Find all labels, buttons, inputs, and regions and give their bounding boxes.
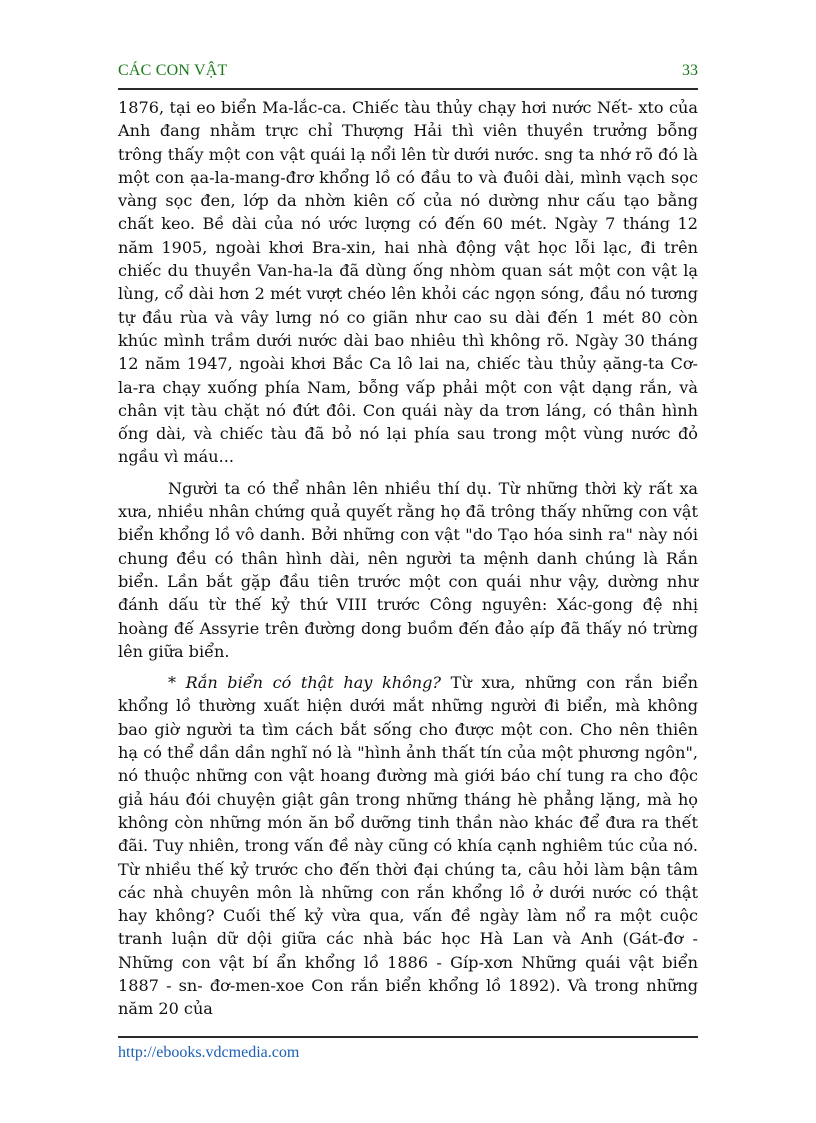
body-text (118, 96, 698, 1029)
page-number: 33 (682, 62, 698, 79)
page-header (118, 58, 698, 86)
paragraph-3-text: Từ xưa, những con rắn biển khổng lồ thường xuất hiện dưới mắt những người đi biển, mà không bao giờ người ta tìm cách bắt sống cho được một con. Cho nên thiên hạ có thể dần dần nghĩ nó là "hình ảnh thất tín của một phương ngôn", nó thuộc những con vật hoang đường mà giới báo chí tung ra cho độc giả háu đói chuyện giật gân trong những tháng hè phẳng lặng, mà họ không còn những món ăn bổ dưỡng tinh thần nào khác để đưa ra thết đãi. Tuy nhiên, trong vấn đề này cũng có khía cạnh nghiêm túc của nó. Từ nhiều thế kỷ trước cho đến thời đại chúng ta, câu hỏi làm bận tâm các nhà chuyên môn là những con rắn khổng lồ ở dưới nước có thật hay không? Cuối thế kỷ vừa qua, vấn đề ngày làm nổ ra một cuộc tranh luận dữ dội giữa các nhà bác học Hà Lan và Anh (Gát-đơ - Những con vật bí ẩn khổng lồ 1886 - Gíp-xơn Những quái vật biển 1887 - sn- đơ-men-xoe Con rắn biển khổng lồ 1892). Và trong những năm 20 của (118, 673, 698, 1019)
header-rule (118, 88, 698, 90)
paragraph-3 (118, 671, 698, 1020)
section-question: * Rắn biển có thật hay không? (168, 673, 442, 693)
paragraph-2: Người ta có thể nhân lên nhiều thí dụ. Từ những thời kỳ rất xa xưa, nhiều nhân chứng quả quyết rằng họ đã trông thấy những con vật biển khổng lồ vô danh. Bởi những con vật "do Tạo hóa sinh ra" này nói chung đều có thân hình dài, nên người ta mệnh danh chúng là Rắn biển. Lần bắt gặp đầu tiên trước một con quái như vậy, dường như đánh dấu từ thế kỷ thứ VIII trước Công nguyên: Xác-gong đệ nhị hoàng đế Assyrie trên đường dong buồm đến đảo ạíp đã thấy nó trừng lên giữa biển. (118, 478, 698, 661)
paragraph-1: 1876, tại eo biển Ma-lắc-ca. Chiếc tàu thủy chạy hơi nước Nết- xto của Anh đang nhằm trực chỉ Thượng Hải thì viên thuyền trưởng bỗng trông thấy một con vật quái lạ nổi lên từ dưới nước. sng ta nhớ rõ đó là một con ạa-la-mang-đrơ khổng lồ có đầu to và đuôi dài, mình vạch sọc vàng sọc đen, lớp da nhờn kiên cố của nó dường như cấu tạo bằng chất keo. Bề dài của nó ước lượng có đến 60 mét. Ngày 7 tháng 12 năm 1905, ngoài khơi Bra-xin, hai nhà động vật học lỗi lạc, đi trên chiếc du thuyền Van-ha-la đã dùng ống nhòm quan sát một con vật lạ lùng, cổ dài hơn 2 mét vượt chéo lên khỏi các ngọn sóng, đầu nó tương tự đầu rùa và vây lưng nó co giãn như cao su dài đến 1 mét 80 còn khúc mình trầm dưới nước dài bao nhiêu thì không rõ. Ngày 30 tháng 12 năm 1947, ngoài khơi Bắc Ca lô lai na, chiếc tàu thủy ạăng-ta Cơ- la-ra chạy xuống phía Nam, bỗng vấp phải một con vật dạng rắn, và chân vịt tàu chặt nó đứt đôi. Con quái này da trơn láng, có thân hình ống dài, và chiếc tàu đã bỏ nó lại phía sau trong một vùng nước đỏ ngầu vì máu... (118, 98, 698, 467)
running-title: CÁC CON VẬT (118, 62, 228, 79)
footer-url-link[interactable]: http://ebooks.vdcmedia.com (118, 1044, 300, 1061)
footer-rule (118, 1036, 698, 1038)
